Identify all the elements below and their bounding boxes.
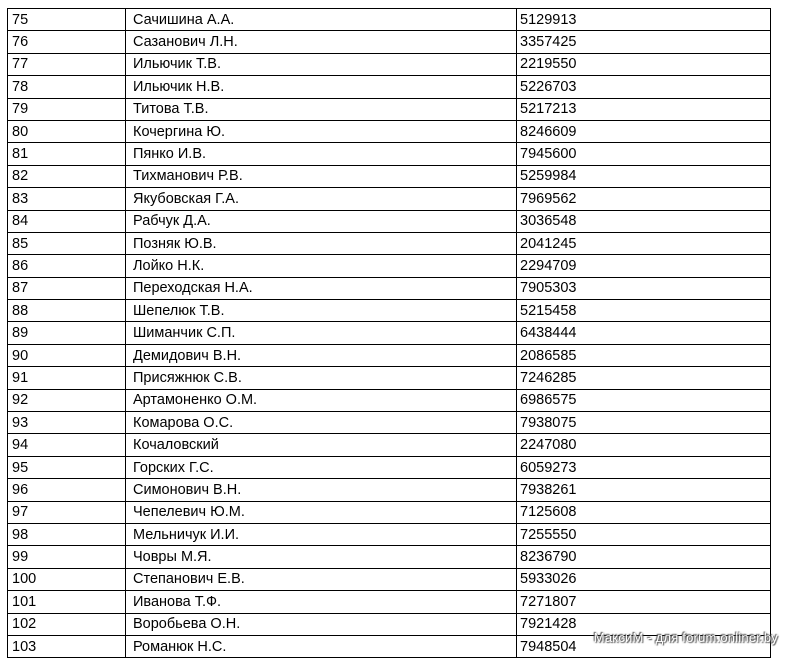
name-cell: Якубовская Г.А.: [126, 188, 517, 210]
phone-number-cell: 2086585: [517, 344, 771, 366]
table-row: [8, 255, 771, 277]
phone-number-cell: 5215458: [517, 300, 771, 322]
table-row: [8, 344, 771, 366]
name-cell: Симонович В.Н.: [126, 479, 517, 501]
name-cell: Комарова О.С.: [126, 412, 517, 434]
phone-number-cell: 2294709: [517, 255, 771, 277]
phone-number-cell: 5933026: [517, 568, 771, 590]
name-cell: Ильючик Н.В.: [126, 76, 517, 98]
phone-number-cell: 7938261: [517, 479, 771, 501]
name-cell: Чепелевич Ю.М.: [126, 501, 517, 523]
table-row: [8, 53, 771, 75]
row-number-cell: 98: [8, 523, 126, 545]
phone-number-cell: 8246609: [517, 120, 771, 142]
phone-number-cell: 5129913: [517, 9, 771, 31]
row-number-cell: 82: [8, 165, 126, 187]
phone-number-cell: 6986575: [517, 389, 771, 411]
name-cell: Артамоненко О.М.: [126, 389, 517, 411]
name-cell: Рабчук Д.А.: [126, 210, 517, 232]
table-row: [8, 591, 771, 613]
phone-number-cell: 7246285: [517, 367, 771, 389]
table-row: [8, 76, 771, 98]
table-row: [8, 120, 771, 142]
row-number-cell: 87: [8, 277, 126, 299]
phone-number-cell: 2219550: [517, 53, 771, 75]
phone-number-cell: 7921428: [517, 613, 771, 635]
row-number-cell: 91: [8, 367, 126, 389]
name-cell: Горских Г.С.: [126, 456, 517, 478]
row-number-cell: 96: [8, 479, 126, 501]
row-number-cell: 97: [8, 501, 126, 523]
row-number-cell: 81: [8, 143, 126, 165]
row-number-cell: 102: [8, 613, 126, 635]
phone-number-cell: 3036548: [517, 210, 771, 232]
table-row: [8, 98, 771, 120]
row-number-cell: 79: [8, 98, 126, 120]
table-row: [8, 389, 771, 411]
table-row: [8, 165, 771, 187]
table-row: [8, 232, 771, 254]
phone-number-cell: 6438444: [517, 322, 771, 344]
table-row: [8, 9, 771, 31]
name-cell: Романюк Н.С.: [126, 635, 517, 657]
row-number-cell: 89: [8, 322, 126, 344]
phone-number-cell: 7125608: [517, 501, 771, 523]
name-cell: Пянко И.В.: [126, 143, 517, 165]
name-cell: Човры М.Я.: [126, 546, 517, 568]
phone-number-cell: 2247080: [517, 434, 771, 456]
row-number-cell: 85: [8, 232, 126, 254]
phone-number-cell: 7271807: [517, 591, 771, 613]
name-cell: Кочаловский: [126, 434, 517, 456]
watermark-text: МаксиМ - для forum.onliner.by: [593, 630, 778, 645]
name-cell: Ильючик Т.В.: [126, 53, 517, 75]
phone-number-cell: 2041245: [517, 232, 771, 254]
row-number-cell: 92: [8, 389, 126, 411]
phone-number-cell: 7969562: [517, 188, 771, 210]
row-number-cell: 77: [8, 53, 126, 75]
name-cell: Мельничук И.И.: [126, 523, 517, 545]
table-row: [8, 31, 771, 53]
name-cell: Сазанович Л.Н.: [126, 31, 517, 53]
name-cell: Шиманчик С.П.: [126, 322, 517, 344]
phone-number-cell: 5259984: [517, 165, 771, 187]
phone-number-cell: 5226703: [517, 76, 771, 98]
phone-number-cell: 5217213: [517, 98, 771, 120]
row-number-cell: 99: [8, 546, 126, 568]
row-number-cell: 75: [8, 9, 126, 31]
table-row: [8, 322, 771, 344]
row-number-cell: 90: [8, 344, 126, 366]
name-cell: Переходская Н.А.: [126, 277, 517, 299]
name-cell: Степанович Е.В.: [126, 568, 517, 590]
table-row: [8, 546, 771, 568]
row-number-cell: 94: [8, 434, 126, 456]
phone-number-cell: 7948504: [517, 635, 771, 657]
name-cell: Присяжнюк С.В.: [126, 367, 517, 389]
row-number-cell: 100: [8, 568, 126, 590]
row-number-cell: 86: [8, 255, 126, 277]
name-cell: Кочергина Ю.: [126, 120, 517, 142]
row-number-cell: 101: [8, 591, 126, 613]
table-row: [8, 523, 771, 545]
table-row: [8, 479, 771, 501]
row-number-cell: 80: [8, 120, 126, 142]
table-row: [8, 188, 771, 210]
name-cell: Воробьева О.Н.: [126, 613, 517, 635]
table-row: [8, 501, 771, 523]
row-number-cell: 76: [8, 31, 126, 53]
name-cell: Демидович В.Н.: [126, 344, 517, 366]
phone-number-cell: 6059273: [517, 456, 771, 478]
name-cell: Позняк Ю.В.: [126, 232, 517, 254]
name-cell: Лойко Н.К.: [126, 255, 517, 277]
row-number-cell: 88: [8, 300, 126, 322]
table-row: [8, 434, 771, 456]
row-number-cell: 95: [8, 456, 126, 478]
name-cell: Тихманович Р.В.: [126, 165, 517, 187]
row-number-cell: 103: [8, 635, 126, 657]
table-row: [8, 277, 771, 299]
table-row: [8, 210, 771, 232]
name-cell: Шепелюк Т.В.: [126, 300, 517, 322]
table-body: [8, 9, 771, 658]
table-row: [8, 367, 771, 389]
phone-number-cell: 3357425: [517, 31, 771, 53]
table-row: [8, 568, 771, 590]
phone-number-cell: 8236790: [517, 546, 771, 568]
name-cell: Сачишина А.А.: [126, 9, 517, 31]
phone-number-cell: 7938075: [517, 412, 771, 434]
name-cell: Иванова Т.Ф.: [126, 591, 517, 613]
phone-number-cell: 7255550: [517, 523, 771, 545]
table-row: [8, 456, 771, 478]
table-row: [8, 412, 771, 434]
row-number-cell: 78: [8, 76, 126, 98]
table-row: [8, 143, 771, 165]
phone-number-cell: 7945600: [517, 143, 771, 165]
name-cell: Титова Т.В.: [126, 98, 517, 120]
table-row: [8, 300, 771, 322]
row-number-cell: 83: [8, 188, 126, 210]
phone-list-table: [7, 8, 771, 658]
phone-number-cell: 7905303: [517, 277, 771, 299]
row-number-cell: 84: [8, 210, 126, 232]
row-number-cell: 93: [8, 412, 126, 434]
